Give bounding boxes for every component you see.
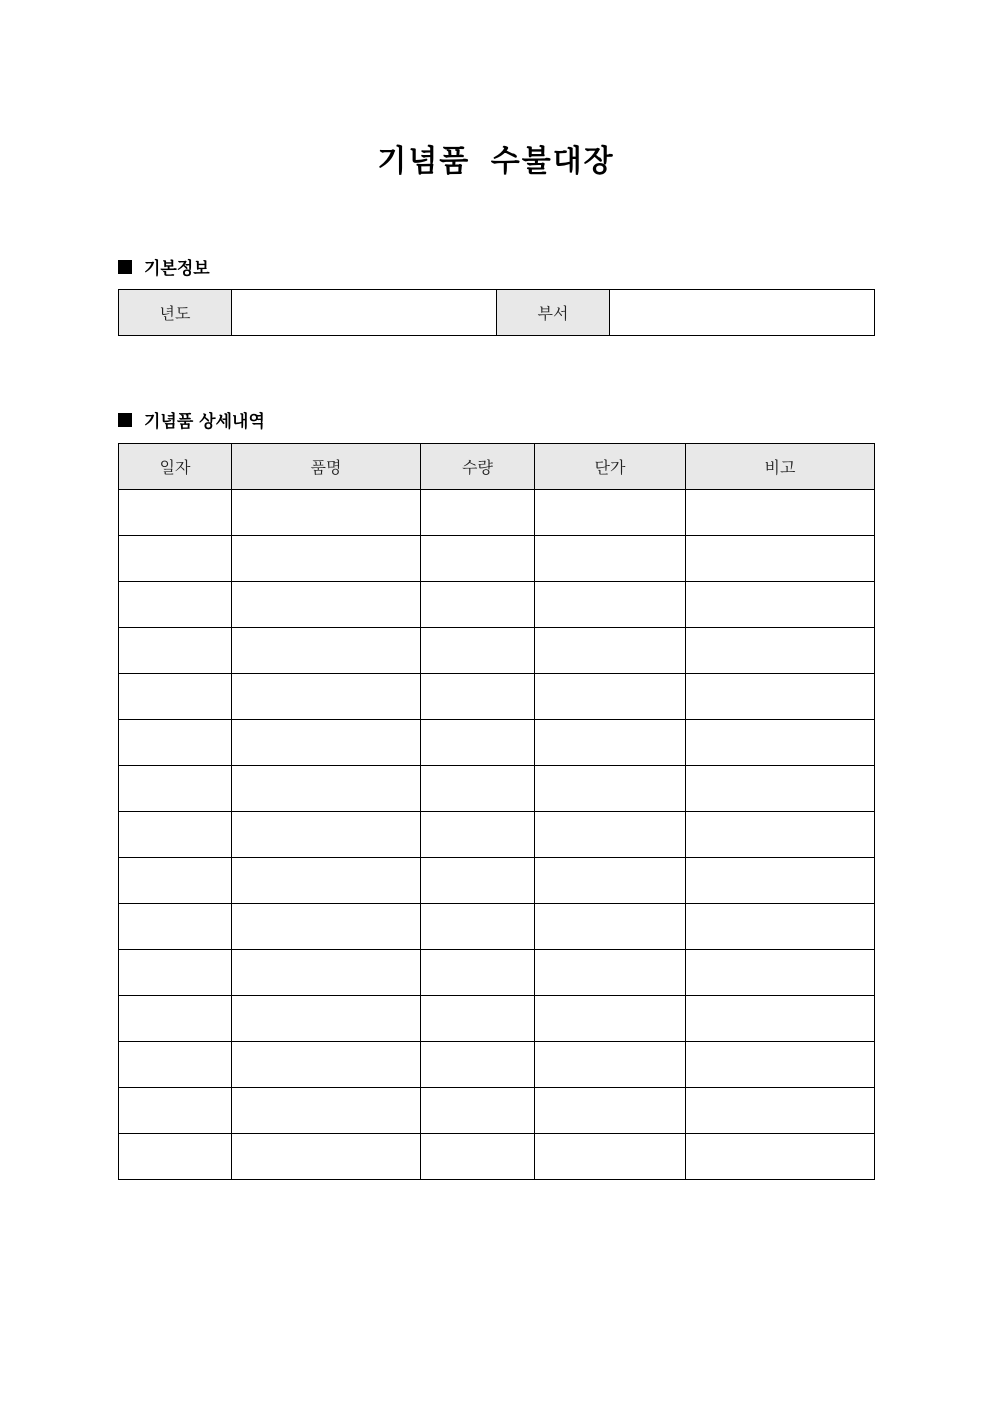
unit-price-cell[interactable] xyxy=(535,1088,686,1134)
quantity-cell[interactable] xyxy=(421,536,535,582)
date-cell[interactable] xyxy=(119,490,232,536)
table-row xyxy=(119,812,875,858)
square-bullet-icon xyxy=(118,260,132,274)
section-label: 기념품 상세내역 xyxy=(144,412,265,432)
section-heading-basic-info xyxy=(118,254,210,279)
quantity-cell[interactable] xyxy=(421,674,535,720)
date-cell[interactable] xyxy=(119,536,232,582)
table-row xyxy=(119,290,875,336)
unit-price-cell[interactable] xyxy=(535,674,686,720)
table-row xyxy=(119,1088,875,1134)
date-cell[interactable] xyxy=(119,720,232,766)
quantity-cell[interactable] xyxy=(421,720,535,766)
date-cell[interactable] xyxy=(119,628,232,674)
item-name-cell[interactable] xyxy=(232,536,421,582)
table-row xyxy=(119,490,875,536)
remarks-cell[interactable] xyxy=(686,812,875,858)
section-heading-detail xyxy=(118,407,265,432)
table-row xyxy=(119,904,875,950)
section-label: 기본정보 xyxy=(144,259,210,279)
unit-price-cell[interactable] xyxy=(535,490,686,536)
item-name-cell[interactable] xyxy=(232,996,421,1042)
date-cell[interactable] xyxy=(119,1088,232,1134)
item-name-cell[interactable] xyxy=(232,812,421,858)
unit-price-cell[interactable] xyxy=(535,628,686,674)
quantity-cell[interactable] xyxy=(421,950,535,996)
remarks-cell[interactable] xyxy=(686,536,875,582)
date-cell[interactable] xyxy=(119,904,232,950)
table-row xyxy=(119,628,875,674)
item-name-cell[interactable] xyxy=(232,766,421,812)
item-name-cell[interactable] xyxy=(232,858,421,904)
quantity-cell[interactable] xyxy=(421,1088,535,1134)
remarks-cell[interactable] xyxy=(686,950,875,996)
item-name-cell[interactable] xyxy=(232,582,421,628)
unit-price-cell[interactable] xyxy=(535,582,686,628)
date-cell[interactable] xyxy=(119,812,232,858)
remarks-cell[interactable] xyxy=(686,628,875,674)
table-row xyxy=(119,1134,875,1180)
column-header-date: 일자 xyxy=(119,444,232,490)
remarks-cell[interactable] xyxy=(686,720,875,766)
quantity-cell[interactable] xyxy=(421,628,535,674)
date-cell[interactable] xyxy=(119,996,232,1042)
unit-price-cell[interactable] xyxy=(535,1134,686,1180)
unit-price-cell[interactable] xyxy=(535,766,686,812)
date-cell[interactable] xyxy=(119,674,232,720)
remarks-cell[interactable] xyxy=(686,674,875,720)
date-cell[interactable] xyxy=(119,950,232,996)
item-name-cell[interactable] xyxy=(232,720,421,766)
year-field[interactable] xyxy=(232,290,497,336)
unit-price-cell[interactable] xyxy=(535,1042,686,1088)
page-title: 기념품 수불대장 xyxy=(377,144,615,179)
square-bullet-icon xyxy=(118,413,132,427)
remarks-cell[interactable] xyxy=(686,766,875,812)
remarks-cell[interactable] xyxy=(686,1088,875,1134)
remarks-cell[interactable] xyxy=(686,1042,875,1088)
column-header-remarks: 비고 xyxy=(686,444,875,490)
table-row xyxy=(119,536,875,582)
column-header-quantity: 수량 xyxy=(421,444,535,490)
unit-price-cell[interactable] xyxy=(535,720,686,766)
table-row xyxy=(119,582,875,628)
unit-price-cell[interactable] xyxy=(535,536,686,582)
department-field[interactable] xyxy=(610,290,875,336)
table-row xyxy=(119,950,875,996)
remarks-cell[interactable] xyxy=(686,582,875,628)
table-row xyxy=(119,858,875,904)
basic-info-table xyxy=(118,289,875,336)
unit-price-cell[interactable] xyxy=(535,858,686,904)
unit-price-cell[interactable] xyxy=(535,950,686,996)
item-name-cell[interactable] xyxy=(232,674,421,720)
quantity-cell[interactable] xyxy=(421,858,535,904)
quantity-cell[interactable] xyxy=(421,812,535,858)
year-label: 년도 xyxy=(119,290,232,336)
table-row xyxy=(119,720,875,766)
quantity-cell[interactable] xyxy=(421,1134,535,1180)
unit-price-cell[interactable] xyxy=(535,904,686,950)
remarks-cell[interactable] xyxy=(686,904,875,950)
table-row xyxy=(119,1042,875,1088)
column-header-item-name: 품명 xyxy=(232,444,421,490)
quantity-cell[interactable] xyxy=(421,996,535,1042)
item-name-cell[interactable] xyxy=(232,490,421,536)
item-name-cell[interactable] xyxy=(232,1042,421,1088)
quantity-cell[interactable] xyxy=(421,766,535,812)
date-cell[interactable] xyxy=(119,582,232,628)
item-name-cell[interactable] xyxy=(232,1134,421,1180)
remarks-cell[interactable] xyxy=(686,1134,875,1180)
date-cell[interactable] xyxy=(119,1134,232,1180)
detail-table xyxy=(118,443,875,1180)
quantity-cell[interactable] xyxy=(421,904,535,950)
remarks-cell[interactable] xyxy=(686,490,875,536)
remarks-cell[interactable] xyxy=(686,996,875,1042)
table-row xyxy=(119,766,875,812)
unit-price-cell[interactable] xyxy=(535,996,686,1042)
quantity-cell[interactable] xyxy=(421,1042,535,1088)
date-cell[interactable] xyxy=(119,858,232,904)
header-row xyxy=(119,444,875,490)
department-label: 부서 xyxy=(497,290,610,336)
item-name-cell[interactable] xyxy=(232,628,421,674)
date-cell[interactable] xyxy=(119,1042,232,1088)
item-name-cell[interactable] xyxy=(232,904,421,950)
unit-price-cell[interactable] xyxy=(535,812,686,858)
date-cell[interactable] xyxy=(119,766,232,812)
item-name-cell[interactable] xyxy=(232,950,421,996)
column-header-unit-price: 단가 xyxy=(535,444,686,490)
remarks-cell[interactable] xyxy=(686,858,875,904)
item-name-cell[interactable] xyxy=(232,1088,421,1134)
table-row xyxy=(119,996,875,1042)
quantity-cell[interactable] xyxy=(421,582,535,628)
quantity-cell[interactable] xyxy=(421,490,535,536)
table-row xyxy=(119,674,875,720)
